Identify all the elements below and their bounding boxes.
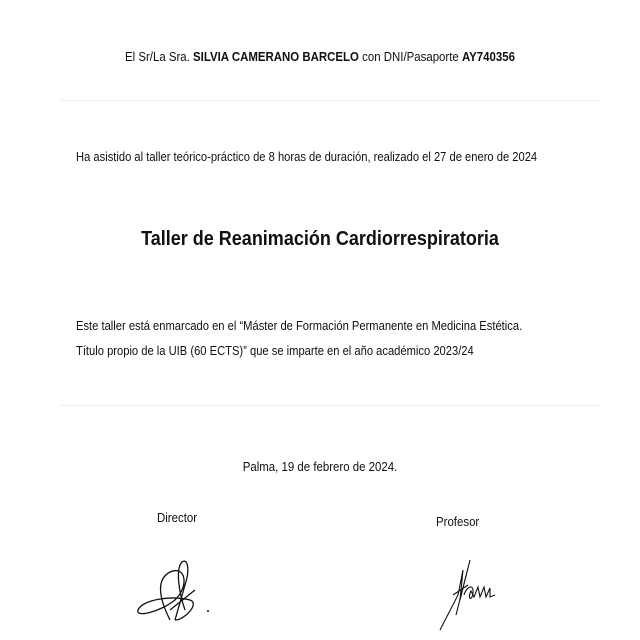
id-label: con DNI/Pasaporte [362, 49, 459, 64]
divider [60, 100, 600, 101]
id-number: AY740356 [461, 49, 515, 64]
professor-signature [438, 555, 518, 635]
framework-line-1: Este taller está enmarcado en el “Máster de Formación Permanente en Medicina Estética. [76, 318, 523, 333]
director-signature [130, 550, 220, 630]
course-title: Taller de Reanimación Cardiorrespiratoria [141, 228, 499, 250]
professor-label: Profesor [436, 514, 480, 529]
recipient-name: SILVIA CAMERANO BARCELO [193, 49, 359, 64]
divider [60, 405, 600, 406]
framework-line-2: Título propio de la UIB (60 ECTS)” que se imparte en el año académico 2023/24 [76, 343, 474, 358]
director-label: Director [157, 510, 198, 525]
place-date: Palma, 19 de febrero de 2024. [242, 459, 398, 474]
recipient-line [38, 49, 601, 64]
attendance-text: Ha asistido al taller teórico-práctico de 8 horas de duración, realizado el 27 de enero de 2024 [76, 149, 538, 164]
recipient-prefix: El Sr/La Sra. [124, 49, 190, 64]
